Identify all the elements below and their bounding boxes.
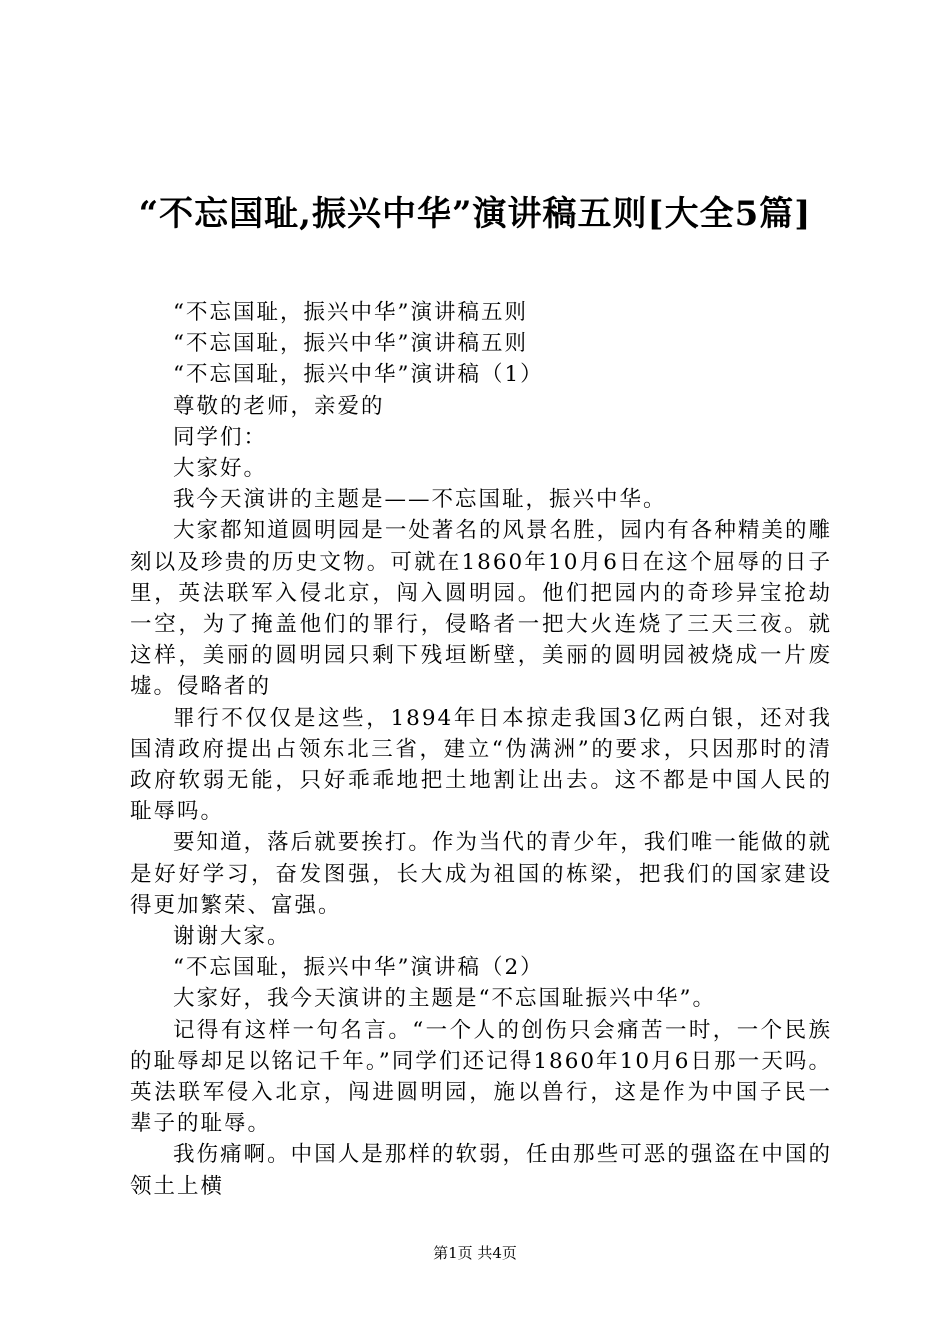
paragraph: 大家好。 (173, 456, 268, 482)
paragraph: 要知道，落后就要挨打。作为当代的青少年，我们唯一能做的就是好好学习，奋发图强，长大成为祖国的栋梁，把我们的国家建设得更加繁荣、富强。 (130, 830, 832, 918)
paragraph: “不忘国耻，振兴中华”演讲稿（2） (173, 955, 544, 981)
paragraph: 我伤痛啊。中国人是那样的软弱，任由那些可恶的强盗在中国的领土上横 (130, 1142, 832, 1199)
document-title: “不忘国耻,振兴中华”演讲稿五则[大全5篇] (138, 194, 812, 234)
paragraph: 记得有这样一句名言。“一个人的创伤只会痛苦一时，一个民族的耻辱却足以铭记千年。”同学们还记得1860年10月6日那一天吗。英法联军侵入北京，闯进圆明园，施以兽行，这是作为中国子民一辈子的耻辱。 (130, 1017, 832, 1137)
paragraph: “不忘国耻，振兴中华”演讲稿（1） (173, 362, 544, 388)
paragraph: 大家都知道圆明园是一处著名的风景名胜，园内有各种精美的雕刻以及珍贵的历史文物。可就在1860年10月6日在这个屈辱的日子里，英法联军入侵北京，闯入圆明园。他们把园内的奇珍异宝抢劫一空，为了掩盖他们的罪行，侵略者一把大火连烧了三天三夜。就这样，美丽的圆明园只剩下残垣断壁，美丽的圆明园被烧成一片废墟。侵略者的 (130, 518, 832, 700)
paragraph: 我今天演讲的主题是——不忘国耻，振兴中华。 (173, 487, 667, 513)
page-footer: 第1页 共4页 (433, 1244, 517, 1262)
paragraph: 同学们： (173, 424, 268, 450)
paragraph: 罪行不仅仅是这些，1894年日本掠走我国3亿两白银，还对我国清政府提出占领东北三省，建立“伪满洲”的要求，只因那时的清政府软弱无能，只好乖乖地把土地割让出去。这不都是中国人民的耻辱吗。 (130, 705, 832, 825)
paragraph: “不忘国耻，振兴中华”演讲稿五则 (173, 331, 528, 357)
paragraph: “不忘国耻，振兴中华”演讲稿五则 (173, 300, 528, 325)
document-body (130, 297, 832, 1202)
paragraph: 大家好，我今天演讲的主题是“不忘国耻振兴中华”。 (173, 986, 716, 1012)
paragraph: 谢谢大家。 (173, 924, 291, 950)
paragraph: 尊敬的老师，亲爱的 (173, 393, 385, 419)
